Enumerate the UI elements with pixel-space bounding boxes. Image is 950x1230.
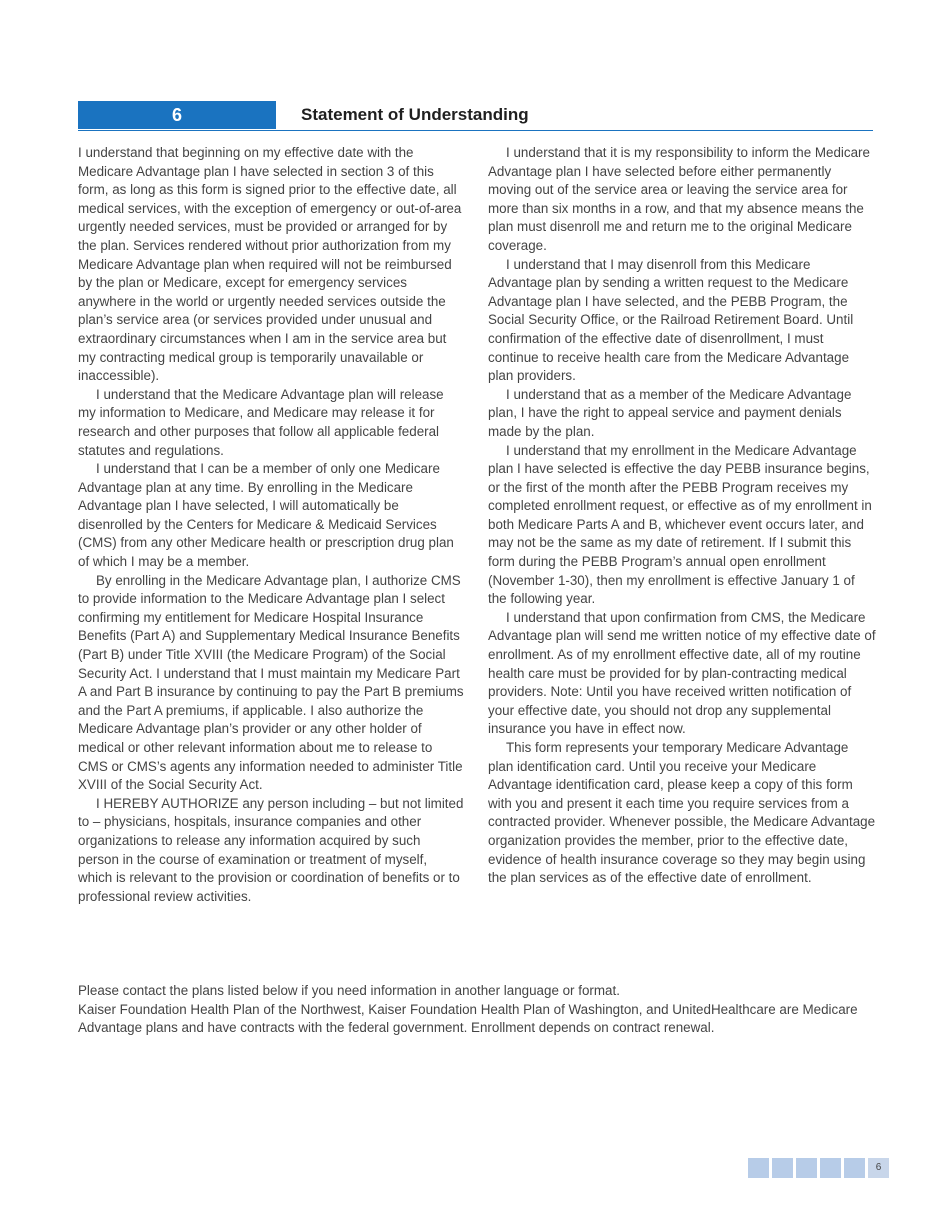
paragraph: I understand that my enrollment in the Medicare Advantage plan I have selected is effective the day PEBB insurance begins, or the first of the month after the PEBB Program receives my completed enrollment request, or effective as of my enrollment in both Medicare Parts A and B, whichever event occurs later, and may not be the same as my date of retirement. If I submit this form during the PEBB Program’s annual open enrollment (November 1-30), then my enrollment is effective January 1 of the following year. <box>488 442 872 607</box>
paragraph: By enrolling in the Medicare Advantage plan, I authorize CMS to provide information to the Medicare Advantage plan I select confirming my entitlement for Medicare Hospital Insurance Benefits (Part A) and Supplementary Medical Insurance Benefits (Part B) under Title XVIII (the Medicare Program) of the Social Security Act. I understand that I must maintain my Medicare Part A and Part B insurance by continuing to pay the Part B premiums and the Part A premiums, if applicable. I also authorize the Medicare Advantage plan’s provider or any other holder of medical or other relevant information about me to release to CMS or CMS’s agents any information needed to administer Title XVIII of the Social Security Act. <box>78 572 464 793</box>
page-square <box>748 1158 769 1178</box>
paragraph: I understand that upon confirmation from CMS, the Medicare Advantage plan will send me written notice of my effective date of enrollment. As of my enrollment effective date, all of my routine health care must be provided for by plan-contracting medical providers. Note: Until you have received written notification of your effective date, you should not drop any supplemental insurance you have in effect now. <box>488 609 876 737</box>
right-column <box>488 144 876 888</box>
paragraph: I understand that I may disenroll from this Medicare Advantage plan by sending a written request to the Medicare Advantage plan I have selected, and the PEBB Program, the Social Security Office, or the Railroad Retirement Board. Until confirmation of the effective date of disenrollment, I must continue to receive health care from the Medicare Advantage plan providers. <box>488 256 854 384</box>
section-title: Statement of Understanding <box>301 105 529 124</box>
paragraph: I HEREBY AUTHORIZE any person including – but not limited to – physicians, hospitals, insurance companies and other organizations to release any information acquired by such person in the course of examination or treatment of myself, which is relevant to the provision or coordination of benefits or to professional review activities. <box>78 795 464 904</box>
paragraph: This form represents your temporary Medicare Advantage plan identification card. Until you receive your Medicare Advantage identification card, please keep a copy of this form with you and present it each time you require services from a contracted provider. Whenever possible, the Medicare Advantage organization provides the member, prior to the effective date, evidence of health insurance coverage so they may begin using the plan services as of the effective date of enrollment. <box>488 740 876 886</box>
paragraph: I understand that beginning on my effective date with the Medicare Advantage plan I have selected in section 3 of this form, as long as this form is signed prior to the effective date, all medical services, with the exception of emergency or out-of-area urgently needed services, must be provided or arranged for by the plan. Services rendered without prior authorization from my Medicare Advantage plan when required will not be reimbursed by the plan or Medicare, except for emergency services anywhere in the world or urgently needed services outside the plan’s service area (or services provided under unusual and extraordinary circumstances when I am in the service area but my contracting medical group is temporarily unavailable or inaccessible). <box>78 145 462 384</box>
paragraph: I understand that it is my responsibility to inform the Medicare Advantage plan I have selected before either permanently moving out of the service area or leaving the service area for more than six months in a row, and that my absence means the plan must disenroll me and return me to the original Medicare coverage. <box>488 145 870 253</box>
page-square <box>772 1158 793 1178</box>
paragraph: I understand that the Medicare Advantage plan will release my information to Medicare, and Medicare may release it for research and other purposes that follow all applicable federal statutes and regulations. <box>78 386 444 458</box>
section-number: 6 <box>78 101 276 129</box>
paragraph: I understand that I can be a member of only one Medicare Advantage plan at any time. By enrolling in the Medicare Advantage plan I have selected, I will automatically be disenrolled by the Centers for Medicare & Medicaid Services (CMS) from any other Medicare health or prescription drug plan of which I may be a member. <box>78 461 454 570</box>
footer-line-contact: Please contact the plans listed below if you need information in another language or format. <box>78 983 620 998</box>
footer-note <box>78 982 878 1038</box>
page-square <box>820 1158 841 1178</box>
left-column <box>78 144 465 906</box>
page-square <box>796 1158 817 1178</box>
section-header <box>78 101 873 131</box>
page-number: 6 <box>868 1158 889 1178</box>
paragraph: I understand that as a member of the Medicare Advantage plan, I have the right to appeal service and payment denials made by the plan. <box>488 386 852 439</box>
footer-line-plans: Kaiser Foundation Health Plan of the Northwest, Kaiser Foundation Health Plan of Washington, and UnitedHealthcare are Medicare Advantage plans and have contracts with the federal government. Enrollment depends on contract renewal. <box>78 1001 858 1036</box>
page-square <box>844 1158 865 1178</box>
